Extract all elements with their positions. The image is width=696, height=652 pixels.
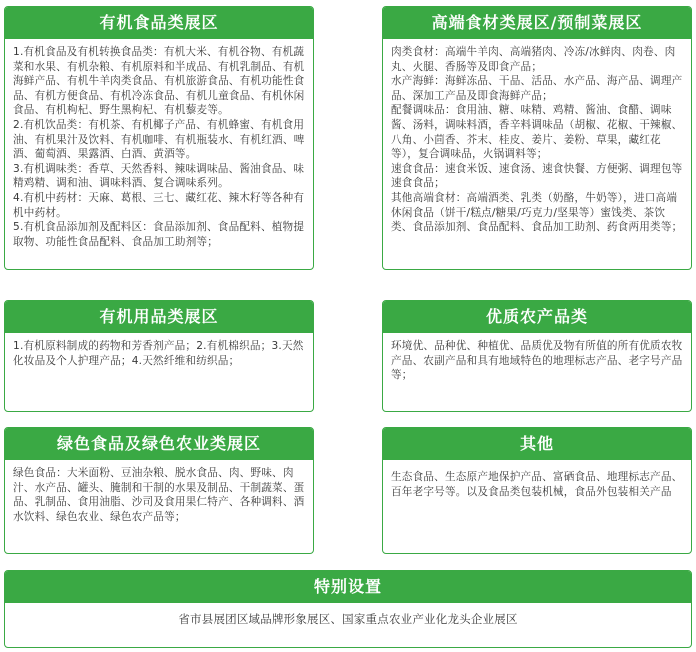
others-section bbox=[382, 427, 692, 554]
others-line-1: 生态食品、生态原产地保护产品、富硒食品、地理标志产品、百年老字号等。以及食品类包装机械，食品外包装相关产品 bbox=[391, 471, 683, 498]
premium-food-line-5: 其他高端食材：高端酒类、乳类（奶酪，牛奶等），进口高端休闲食品（饼干/糕点/糖果/巧克力/坚果等）蜜饯类、茶饮类、食品添加剂、食品配料、食品加工助剂、药食两用类等； bbox=[391, 191, 683, 234]
green-food-line-1: 绿色食品：大米面粉、豆油杂粮、脱水食品、肉、野味、肉汁、水产品、罐头、腌制和干制的水果及制品、干制蔬菜、蛋品、乳制品、食用油脂、沙司及食用果仁特产、各种调料、酒水饮料、绿色农业、绿色农产品等； bbox=[13, 467, 305, 523]
others-body bbox=[383, 460, 691, 505]
others-title: 其他 bbox=[383, 428, 691, 460]
quality-agri-title: 优质农产品类 bbox=[383, 301, 691, 333]
special-line-1: 省市县展团区域品牌形象展区、国家重点农业产业化龙头企业展区 bbox=[178, 612, 518, 626]
organic-food-line-5: 5.有机食品添加剂及配料区：食品添加剂、食品配料、植物提取物、功能性食品配料、食品加工助剂等； bbox=[13, 221, 305, 248]
organic-food-section bbox=[4, 6, 314, 270]
quality-agri-section bbox=[382, 300, 692, 412]
organic-goods-line-1: 1.有机原料制成的药物和芳香剂产品；2.有机棉织品；3.天然化妆品及个人护理产品；4.天然纤维和纺织品； bbox=[13, 340, 304, 367]
quality-agri-line-1: 环境优、品种优、种植优、品质优及物有所值的所有优质农牧产品、农副产品和具有地域特色的地理标志产品、老字号产品等； bbox=[391, 340, 683, 382]
premium-food-line-3: 配餐调味品：食用油、糖、味精、鸡精、酱油、食醋、调味酱、汤料，调味料酒，香辛料调味品（胡椒、花椒、干辣椒、八角、小茴香、芥末、桂皮、姜片、姜粉、草果，藏红花等），复合调味品，火锅调料等； bbox=[391, 104, 683, 161]
premium-food-line-2: 水产海鲜：海鲜冻品、干品、活品、水产品、海产品、调理产品、深加工产品及即食海鲜产品； bbox=[391, 75, 683, 102]
organic-goods-body bbox=[5, 333, 313, 374]
green-food-section bbox=[4, 427, 314, 554]
premium-food-body bbox=[383, 39, 691, 241]
green-food-body bbox=[5, 460, 313, 530]
organic-food-line-4: 4.有机中药材：天麻、葛根、三七、藏红花、辣木籽等各种有机中药材。 bbox=[13, 191, 305, 219]
special-body bbox=[5, 603, 691, 635]
quality-agri-body bbox=[383, 333, 691, 389]
organic-food-body bbox=[5, 39, 313, 255]
organic-food-line-1: 1.有机食品及有机转换食品类：有机大米、有机谷物、有机蔬菜和水果、有机杂粮、有机原料和半成品、有机乳制品、有机海鲜产品、有机牛羊肉类食品、有机旅游食品、有机功能性食品、有机方便食品、有机冷冻食品、有机儿童食品、有机休闲食品、有机枸杞、野生黑枸杞、有机藜麦等。 bbox=[13, 46, 305, 117]
organic-food-title: 有机食品类展区 bbox=[5, 7, 313, 39]
green-food-title: 绿色食品及绿色农业类展区 bbox=[5, 428, 313, 460]
organic-goods-title: 有机用品类展区 bbox=[5, 301, 313, 333]
premium-food-title: 高端食材类展区/预制菜展区 bbox=[383, 7, 691, 39]
organic-food-line-3: 3.有机调味类：香草、天然香料、辣味调味品、酱油食品、味精鸡精、调和油、调味料酒、复合调味系列。 bbox=[13, 162, 305, 190]
organic-food-line-2: 2.有机饮品类：有机茶、有机椰子产品、有机蜂蜜、有机食用油、有机果汁及饮料、有机咖啡、有机瓶装水、有机红酒、啤酒、葡萄酒、果露酒、白酒、黄酒等。 bbox=[13, 118, 305, 161]
premium-food-line-4: 速食食品：速食米饭、速食汤、速食快餐、方便粥、调理包等速食食品； bbox=[391, 162, 683, 190]
premium-food-section bbox=[382, 6, 692, 270]
organic-goods-section bbox=[4, 300, 314, 412]
premium-food-line-1: 肉类食材：高端牛羊肉、高端猪肉、冷冻/冰鲜肉、肉卷、肉丸、火腿、香肠等及即食产品； bbox=[391, 46, 676, 73]
special-title: 特别设置 bbox=[5, 571, 691, 603]
special-section bbox=[4, 570, 692, 648]
